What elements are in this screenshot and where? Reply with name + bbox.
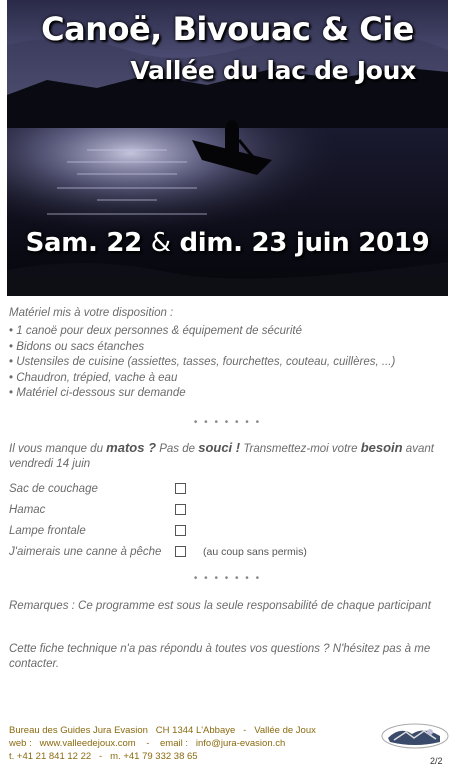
remarks: Remarques : Ce programme est sous la seule responsabilité de chaque participant [9, 600, 431, 612]
separator: • • • • • • • [193, 573, 262, 584]
checkbox-fishing-rod[interactable] [175, 546, 186, 557]
event-subtitle: Vallée du lac de Joux [130, 56, 416, 85]
request-text: avant vendredi 14 juin [9, 443, 434, 470]
emphasis-matos: matos ? [106, 440, 157, 455]
list-item: • Chaudron, trépied, vache à eau [9, 371, 395, 387]
request-text: Transmettez-moi votre [240, 443, 361, 455]
footer-web-email: web : www.valleedejoux.com - email : info@jura-evasion.ch [9, 738, 286, 749]
date-ampersand: & [150, 228, 171, 258]
checkbox-headlamp[interactable] [175, 525, 186, 536]
questions: Cette fiche technique n'a pas répondu à toutes vos questions ? N'hésitez pas à me contacter. [9, 643, 431, 670]
request-text: Pas de [156, 443, 199, 455]
materials-list [9, 324, 395, 402]
checklist-label-hammock: Hamac [9, 504, 46, 516]
footer-address: Bureau des Guides Jura Evasion CH 1344 L'Abbaye - Vallée de Joux [9, 725, 316, 736]
hero-banner [7, 0, 448, 296]
checklist-label-fishing-rod: J'aimerais une canne à pêche [9, 546, 162, 558]
checkbox-sleeping-bag[interactable] [175, 483, 186, 494]
request-text: Il vous manque du [9, 443, 107, 455]
checkbox-hammock[interactable] [175, 504, 186, 515]
list-item: • Bidons ou sacs étanches [9, 340, 395, 356]
date-sunday: dim. 23 juin 2019 [179, 228, 430, 258]
event-title: Canoë, Bivouac & Cie [41, 10, 414, 48]
emphasis-besoin: besoin [360, 440, 403, 455]
materials-intro: Matériel mis à votre disposition : [9, 307, 174, 319]
footer-contact [9, 724, 316, 763]
checklist-label-sleeping-bag: Sac de couchage [9, 483, 98, 495]
list-item: • 1 canoë pour deux personnes & équipement de sécurité [9, 324, 395, 340]
emphasis-souci: souci ! [198, 440, 241, 455]
footer-phones: t. +41 21 841 12 22 - m. +41 79 332 38 65 [9, 751, 198, 762]
checklist-label-headlamp: Lampe frontale [9, 525, 86, 537]
request-paragraph [9, 440, 449, 472]
list-item: • Ustensiles de cuisine (assiettes, tasses, fourchettes, couteau, cuillères, ...) [9, 355, 395, 371]
jura-evasion-logo [380, 722, 450, 750]
separator: • • • • • • • [193, 417, 262, 428]
list-item: • Matériel ci-dessous sur demande [9, 386, 395, 402]
page-number: 2/2 [430, 756, 443, 766]
event-dates [7, 228, 448, 258]
date-saturday: Sam. 22 [25, 228, 142, 258]
fishing-note: (au coup sans permis) [203, 546, 307, 558]
